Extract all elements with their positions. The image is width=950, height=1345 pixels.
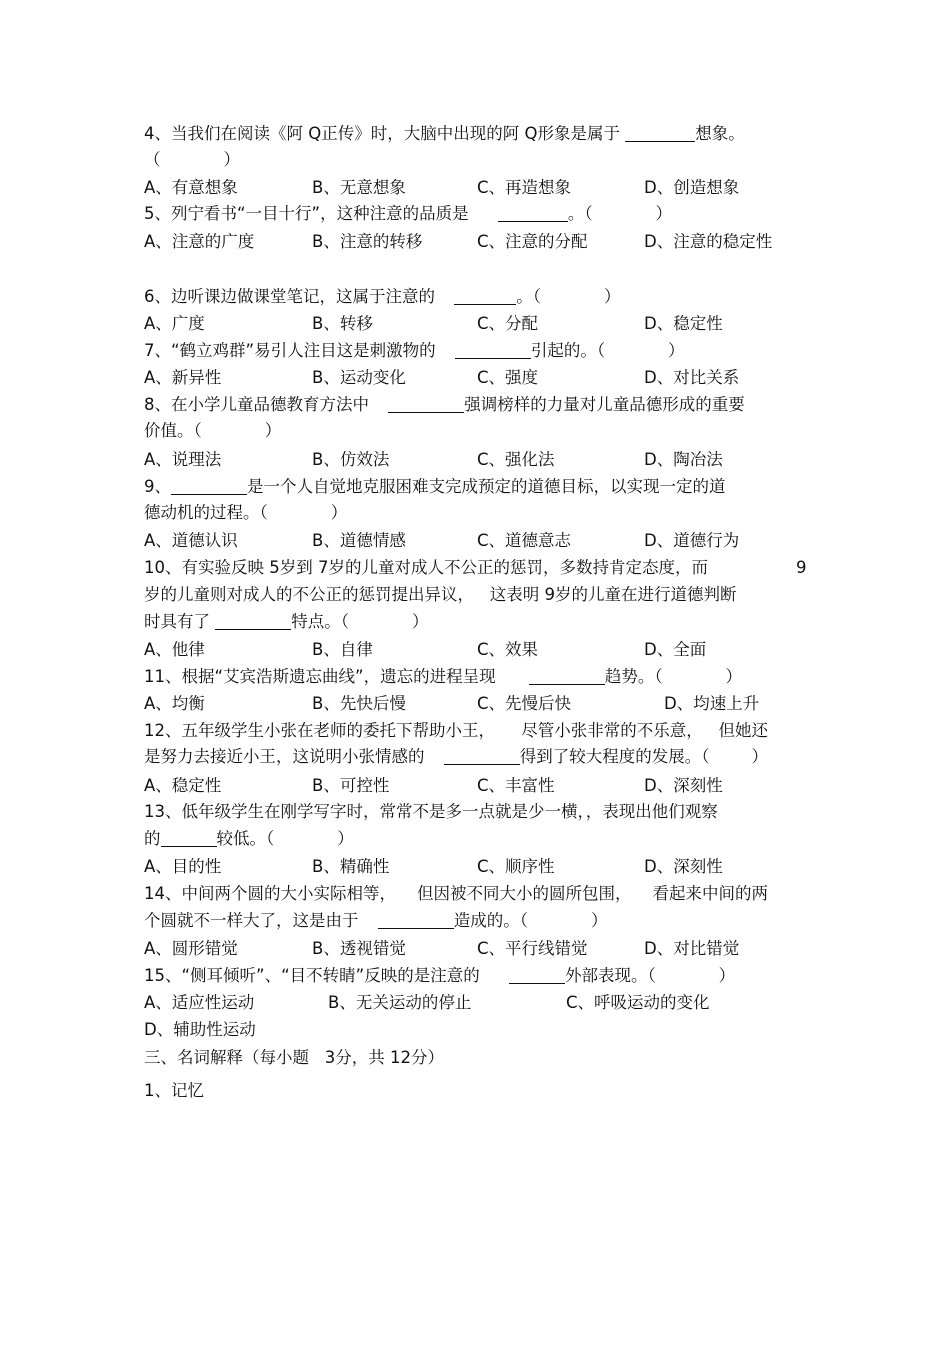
q13-stem-text-cont: 的 [144, 829, 161, 848]
q8-option-c: C、强化法 [477, 450, 555, 469]
q14-options [144, 939, 824, 959]
q12-stem-text-end: 得到了较大程度的发展。（ ） [519, 747, 768, 766]
q6-option-c: C、分配 [477, 314, 539, 333]
q10-stem-line1-end [796, 558, 807, 578]
q6-stem-line1 [144, 287, 620, 307]
q13-options [144, 857, 824, 877]
q7-option-c: C、强度 [477, 368, 539, 387]
answer-blank [215, 613, 291, 630]
q8-options [144, 450, 824, 470]
q8-stem-text: 8、在小学儿童品德教育方法中 [144, 395, 375, 414]
q7-option-a: A、新异性 [144, 368, 222, 387]
q8-stem-text-end: 价值。（ ） [144, 421, 282, 440]
q12-option-a: A、稳定性 [144, 776, 222, 795]
q11-stem-line1 [144, 667, 742, 687]
q8-stem-line2 [144, 421, 281, 441]
q10-stem-number: 9 [796, 558, 807, 577]
q15-options [144, 993, 824, 1013]
q9-option-c: C、道德意志 [477, 531, 572, 550]
q12-stem-line1 [144, 721, 768, 741]
q10-stem-line2 [144, 585, 736, 605]
q13-option-d: D、深刻性 [644, 857, 723, 876]
q9-stem-text-cont: 是一个人自觉地克服困难支完成预定的道德目标，以实现一定的道 [247, 477, 726, 496]
q10-option-a: A、他律 [144, 640, 205, 659]
q8-stem-text-cont: 强调榜样的力量对儿童品德形成的重要 [464, 395, 745, 414]
answer-blank [625, 125, 695, 142]
q8-option-a: A、说理法 [144, 450, 222, 469]
q15-stem-text: 15、“侧耳倾听”、“目不转睛”反映的是注意的 [144, 966, 485, 985]
q4-option-b: B、无意想象 [312, 178, 406, 197]
q11-options [144, 694, 824, 714]
q9-option-d: D、道德行为 [644, 531, 740, 550]
q13-option-c: C、顺序性 [477, 857, 555, 876]
answer-blank [509, 967, 565, 984]
answer-blank [454, 288, 516, 305]
q9-stem-line1 [144, 477, 726, 497]
q4-option-d: D、创造想象 [644, 178, 740, 197]
q6-option-a: A、广度 [144, 314, 205, 333]
q14-option-c: C、平行线错觉 [477, 939, 588, 958]
q4-stem-line2 [144, 150, 240, 170]
q5-stem-text-end: 。（ ） [567, 204, 673, 223]
q10-stem-text-cont: 岁的儿童则对成人的不公正的惩罚提出异议， 这表明 9岁的儿童在进行道德判断 [144, 585, 737, 604]
q6-option-d: D、稳定性 [644, 314, 723, 333]
q9-stem-text-end: 德动机的过程。（ ） [144, 503, 348, 522]
q7-option-b: B、运动变化 [312, 368, 406, 387]
q13-stem-text: 13、低年级学生在刚学写字时，常常不是多一点就是少一横，，表现出他们观察 [144, 802, 718, 821]
q14-option-b: B、透视错觉 [312, 939, 406, 958]
q15-option-c: C、呼吸运动的变化 [566, 993, 710, 1012]
q8-option-d: D、陶冶法 [644, 450, 723, 469]
q8-option-b: B、仿效法 [312, 450, 390, 469]
q4-options [144, 178, 824, 198]
q5-option-c: C、注意的分配 [477, 232, 588, 251]
q5-option-b: B、注意的转移 [312, 232, 423, 251]
q10-option-b: B、自律 [312, 640, 373, 659]
q12-stem-text: 12、五年级学生小张在老师的委托下帮助小王， 尽管小张非常的不乐意， 但她还 [144, 721, 768, 740]
q7-options [144, 368, 824, 388]
q9-stem-text: 9、 [144, 477, 171, 496]
q9-option-b: B、道德情感 [312, 531, 406, 550]
q14-option-a: A、圆形错觉 [144, 939, 238, 958]
q5-option-a: A、注意的广度 [144, 232, 255, 251]
q11-stem-text: 11、根据“艾宾浩斯遗忘曲线”，遗忘的进程呈现 [144, 667, 501, 686]
q9-stem-line2 [144, 503, 347, 523]
q4-option-c: C、再造想象 [477, 178, 572, 197]
answer-blank [529, 668, 605, 685]
q11-option-c: C、先慢后快 [477, 694, 572, 713]
q12-option-b: B、可控性 [312, 776, 390, 795]
q10-stem-line3 [144, 612, 428, 632]
section-heading: 三、名词解释（每小题 3分，共 12分） [144, 1048, 444, 1067]
q5-options [144, 232, 824, 252]
q13-option-a: A、目的性 [144, 857, 222, 876]
q12-options [144, 776, 824, 796]
q6-stem-text-end: 。（ ） [516, 287, 621, 306]
q11-option-a: A、均衡 [144, 694, 205, 713]
answer-parentheses: （ ） [144, 150, 240, 169]
q4-stem-text: 4、当我们在阅读《阿 Q正传》时，大脑中出现的阿 Q形象是属于 [144, 124, 626, 143]
q13-stem-text-end: 较低。（ ） [216, 829, 354, 848]
q5-stem-line1 [144, 204, 672, 224]
q6-option-b: B、转移 [312, 314, 373, 333]
section3-heading [144, 1048, 444, 1068]
q11-option-d: D、均速上升 [664, 694, 760, 713]
q15-option-d: D、辅助性运动 [144, 1020, 256, 1039]
q7-stem-text: 7、“鹤立鸡群”易引人注目这是刺激物的 [144, 341, 441, 360]
q14-stem-text-end: 造成的。（ ） [453, 911, 608, 930]
q14-stem-line1 [144, 884, 768, 904]
q12-stem-text-cont: 是努力去接近小王，这说明小张情感的 [144, 747, 430, 766]
q8-stem-line1 [144, 395, 745, 415]
q14-stem-line2 [144, 911, 607, 931]
q7-stem-text-end: 引起的。（ ） [530, 341, 685, 360]
q6-options [144, 314, 824, 334]
q11-option-b: B、先快后慢 [312, 694, 406, 713]
q6-stem-text: 6、边听课边做课堂笔记，这属于注意的 [144, 287, 441, 306]
q15-option-d-line [144, 1020, 256, 1040]
answer-blank [161, 830, 217, 847]
q10-option-c: C、效果 [477, 640, 539, 659]
answer-blank [455, 342, 531, 359]
q13-stem-line2 [144, 829, 354, 849]
q15-stem-line1 [144, 966, 735, 986]
q15-option-b: B、无关运动的停止 [328, 993, 472, 1012]
q4-stem-line1 [144, 124, 745, 144]
q7-option-d: D、对比关系 [644, 368, 740, 387]
q4-option-a: A、有意想象 [144, 178, 238, 197]
q7-stem-line1 [144, 341, 685, 361]
q12-stem-line2 [144, 747, 768, 767]
section3-item-1 [144, 1081, 204, 1101]
q9-option-a: A、道德认识 [144, 531, 238, 550]
q15-option-a: A、适应性运动 [144, 993, 255, 1012]
q10-stem-text-cont2: 时具有了 [144, 612, 216, 631]
q15-stem-text-end: 外部表现。（ ） [564, 966, 736, 985]
q13-stem-line1 [144, 802, 718, 822]
q14-option-d: D、对比错觉 [644, 939, 740, 958]
q14-stem-text-cont: 个圆就不一样大了，这是由于 [144, 911, 364, 930]
q4-stem-text-end: 想象。 [695, 124, 745, 143]
q5-option-d: D、注意的稳定性 [644, 232, 773, 251]
q10-options [144, 640, 824, 660]
answer-blank [388, 396, 464, 413]
q5-stem-text: 5、列宁看书“一目十行”，这种注意的品质是 [144, 204, 474, 223]
q10-option-d: D、全面 [644, 640, 707, 659]
term-item: 1、记忆 [144, 1081, 204, 1100]
q10-stem-text-end: 特点。（ ） [291, 612, 429, 631]
answer-blank [171, 478, 247, 495]
q14-stem-text: 14、中间两个圆的大小实际相等， 但因被不同大小的圆所包围， 看起来中间的两 [144, 884, 768, 903]
answer-blank [378, 912, 454, 929]
q12-option-d: D、深刻性 [644, 776, 723, 795]
q13-option-b: B、精确性 [312, 857, 390, 876]
q12-option-c: C、丰富性 [477, 776, 555, 795]
answer-blank [498, 205, 568, 222]
q10-stem-line1 [144, 558, 708, 578]
q11-stem-text-end: 趋势。（ ） [604, 667, 743, 686]
answer-blank [444, 748, 520, 765]
q10-stem-text: 10、有实验反映 5岁到 7岁的儿童对成人不公正的惩罚，多数持肯定态度，而 [144, 558, 708, 577]
q9-options [144, 531, 824, 551]
